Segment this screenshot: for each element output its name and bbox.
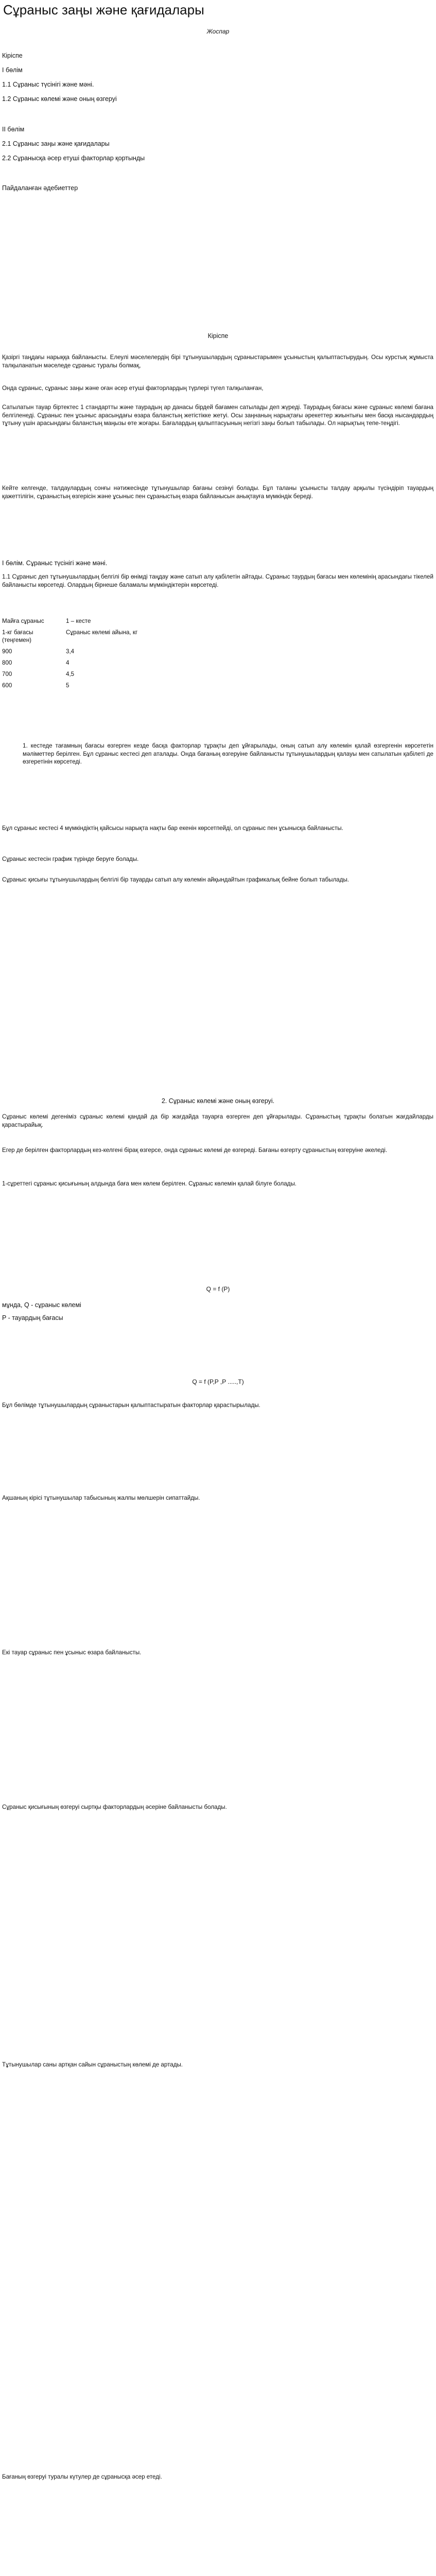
table-cell: 700 <box>2 671 12 677</box>
section-2-2-paragraph-1: Бұл бөлімде тұтынушылардың сұраныстарын қалыптастыратын факторлар қарастырылады. <box>2 1402 260 1409</box>
formula-note-q: мұнда, Q - сұраныс көлемі <box>2 1301 81 1309</box>
table-column-headers <box>2 628 139 647</box>
intro-paragraph-2: Онда сұраныс, сұраныс заңы және оған әсер етуші факторлардың түрлері түгел талқыланған, <box>2 385 264 392</box>
table-header-row <box>2 617 139 628</box>
section-1-1-heading: I бөлім. Сұраныс түсінігі және мәні. <box>2 560 108 567</box>
formula-multifactor: Q = f (P,P ,P .....,T) <box>192 1378 244 1385</box>
table-row <box>2 670 139 681</box>
table-row <box>2 658 139 670</box>
demand-table <box>2 617 139 692</box>
table-row <box>2 647 139 658</box>
column-header-price: 1-кг бағасы (теңгемен) <box>2 629 33 643</box>
page-title: Сұраныс заңы және қағидалары <box>3 2 204 18</box>
table-cell: 4,5 <box>66 671 75 677</box>
intro-paragraph-4: Кейте келгенде, талдаулардың сонғы нәтижесінде тұтынушылар бағаны сезінуі болады. Бұл таланы ұсынысты талдау арқылы түсіндіріп тауардың қажеттілігін, сұраныстың өзгерісін және ұсыныс пен сұраныстың өзара байланысын анықтауға мүмкіндік береді. <box>2 485 433 500</box>
table-cell: 600 <box>2 682 12 689</box>
section-2-paragraph-2: Егер де берілген факторлардың кез-келгені бірақ өзгерсе, онда сұраныс көлемі де өзгереді. Бағаны өзгерту сұраныстың өзгеруіне әкеледі. <box>2 1147 388 1154</box>
table-cell: 900 <box>2 648 12 655</box>
document-subtitle: Жоспар <box>206 28 230 35</box>
intro-paragraph-3: Сатылатын тауар біртектес 1 стандартты және таурадың ар данасы бірдей бағамен сатылады деп жүреді. Таурадың бағасы жəне сұраныс көлемі бағана белгіленеді. Сұраныс пен ұсыныс арасындағы өзара баланстың жетістікке жетуі. Осы заңнаның нарықтағы әрекеттер жиынтығы мен басқа нысандардың тұтыну үшін арасындағы баланстың маңызы өте жоғары. Бағалардың қалыптасуының негізгі заңы болып табылады. Ол нарықтың тепе-теңдігі. <box>2 404 433 427</box>
section-2-paragraph-3: 1-сұреттегі сұраныс қисығының алдында баға мен көлем берілген. Сұраныс көлемін қалай білуге болады. <box>2 1180 297 1187</box>
toc-item-2-2: 2.2 Сұранысқа әсер етуші факторлар қортынды <box>2 155 145 162</box>
toc-item-2-1: 2.1 Сұраныс заңы және қағидалары <box>2 140 110 147</box>
column-header-quantity: Сұраныс көлемі айына, кг <box>66 629 138 636</box>
formula-demand-function: Q = f (P) <box>206 1285 230 1293</box>
table-number: 1 – кесте <box>66 618 91 624</box>
section-1-2-paragraph-3: Сұраныс кестесін график түрінде беруге болады. <box>2 856 139 862</box>
section-2-2-paragraph-4: Сұраныс қисығының өзгеруі сыртқы факторлардың әсеріне байланысты болады. <box>2 1804 227 1810</box>
closing-paragraph-2: Бағаның өзгеруі туралы күтулер де сұранысқа әсер етеді. <box>2 2473 162 2480</box>
section-2-2-paragraph-3: Екі тауар сұраныс пен ұсыныс өзара байланысты. <box>2 1649 142 1656</box>
table-row <box>2 681 139 692</box>
section-1-1-text: 1.1 Сұраныс деп тұтынушылардың белгілі бір өнімді таңдау және сатып алу қабілетін айтады. Сұраныс таурдың бағасы мен көлемінің арасындағы тікелей байланысты көрсетеді. Олардың бірнеше баламалы мүмкіндіктерін көрсетеді. <box>2 573 433 588</box>
table-cell: 5 <box>66 682 69 689</box>
closing-paragraph-1: Тұтынушылар саны артқан сайын сұраныстың көлемі де артады. <box>2 2061 183 2068</box>
toc-heading: Кіріспе <box>2 52 23 59</box>
section-1-2-paragraph-4: Сұраныс қисығы тұтынушылардың белгілі бір тауарды сатып алу көлемін айқындайтын графикалық бейне болып табылады. <box>2 876 350 883</box>
toc-item-1-2: 1.2 Сұраныс көлемі және оның өзгеруі <box>2 95 117 103</box>
section-1-2-paragraph-1: 1. кестеде тағамның бағасы өзгерген кезде басқа факторлар тұрақты деп ұйғарылады, оның сатып алу көлемін қалай өзгергенін көрсететін мәліметтер берілген. Бұл сұраныс кестесі деп аталады. Онда бағаның өзгеруіне байланысты тұтынушылардың қалауы мен сатылатын қабілеті де өзгеретінін көрсетеді. <box>23 742 433 766</box>
section-2-paragraph-1: Сұраныс көлемі дегеніміз сұраныс көлемі қандай да бір жағдайда тауарға өзгерген деп ұйғарылады. Сұраныстың тұрақты болатын жағдайларды қарастырайық. <box>2 1113 433 1128</box>
intro-heading: Кіріспе <box>207 332 229 340</box>
section-1-2-paragraph-2: Бұл сұраныс кестесі 4 мүмкіндіктің қайсысы нарықта нақты бар екенін көрсетпейді, ол сұраныс пен ұсынысқа байланысты. <box>2 825 343 832</box>
intro-paragraph-1: Қазіргі таңдағы нарыққа байланысты. Елеулі мәселелердің бірі тұтынушылардың сұраныстарымен ұсыныстың қалыптастырудың. Осы курстық жұмыста талқыланатын мәселеде сұраныс туралы болмақ, <box>2 354 433 369</box>
section-2-2-paragraph-2: Ақшаның кірісі тұтынушылар табысының жалпы мөлшерін сипаттайды. <box>2 1495 200 1501</box>
toc-part-1: I бөлім <box>2 66 23 74</box>
table-cell: 800 <box>2 659 12 666</box>
toc-references: Пайдаланған әдебиеттер <box>2 184 78 192</box>
toc-part-2: II бөлім <box>2 126 25 133</box>
section-2-heading: 2. Сұраныс көлемі және оның өзгеруі. <box>161 1097 275 1105</box>
table-caption: Майға сұраныс <box>2 618 44 624</box>
table-cell: 4 <box>66 659 69 666</box>
formula-note-p: P - тауардың бағасы <box>2 1314 63 1321</box>
table-cell: 3,4 <box>66 648 75 655</box>
toc-item-1-1: 1.1 Сұраныс түсінігі және мәні. <box>2 81 94 88</box>
